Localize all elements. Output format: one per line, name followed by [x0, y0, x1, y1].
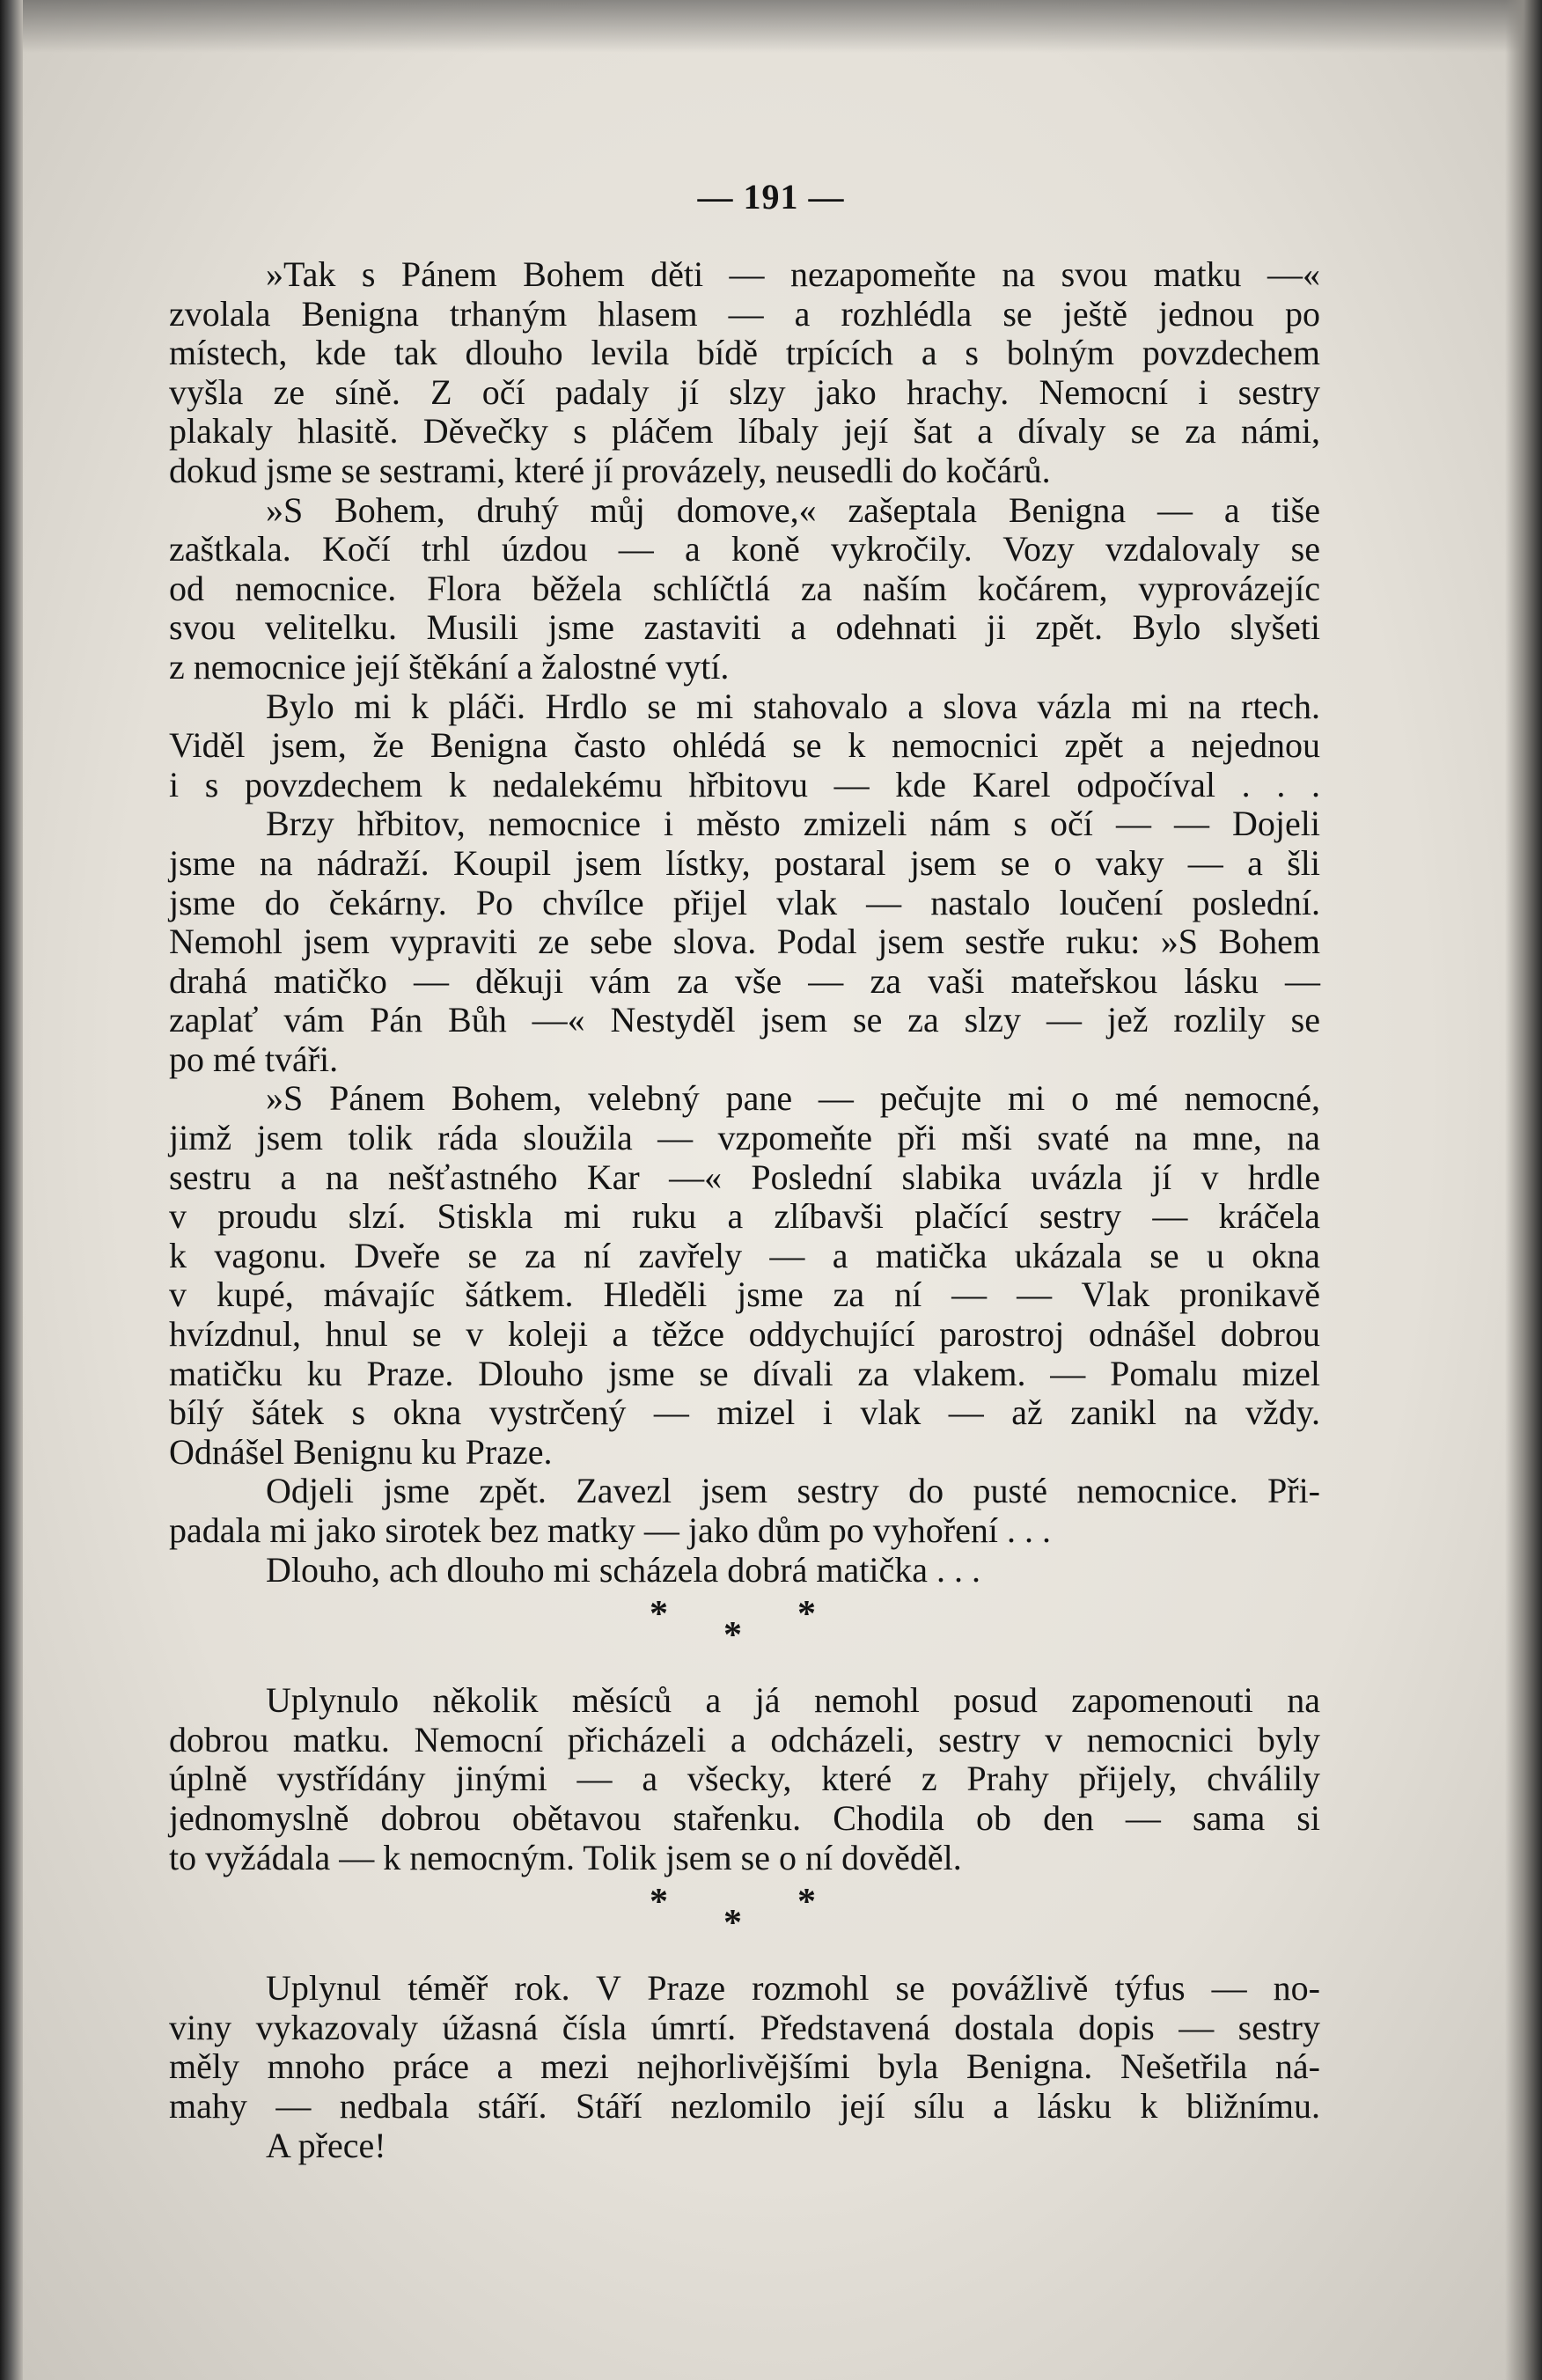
separator-asterisk: *	[797, 1594, 816, 1635]
separator-asterisk: *	[723, 1903, 742, 1944]
text-line: od nemocnice. Flora běžela schlíčtlá za naším kočárem, vyprovázejíc	[169, 568, 1320, 608]
text-line: Nemohl jsem vypraviti ze sebe slova. Podal jsem sestře ruku: »S Bohem	[169, 922, 1320, 962]
text-line: padala mi jako sirotek bez matky — jako dům po vyhoření . . .	[169, 1510, 1051, 1550]
text-line: to vyžádala — k nemocným. Tolik jsem se o ní dověděl.	[169, 1837, 962, 1877]
text-line: »S Pánem Bohem, velebný pane — pečujte mi o mé nemocné,	[266, 1078, 1320, 1119]
text-line: Dlouho, ach dlouho mi scházela dobrá matička . . .	[266, 1549, 980, 1590]
text-line: jednomyslně dobrou obětavou stařenku. Chodila ob den — sama si	[169, 1797, 1320, 1838]
text-line: jsme do čekárny. Po chvílce přijel vlak — nastalo loučení poslední.	[169, 882, 1320, 922]
text-line: po mé tváři.	[169, 1039, 339, 1079]
text-line: mahy — nedbala stáří. Stáří nezlomilo její sílu a lásku k bližnímu.	[169, 2085, 1320, 2126]
text-line: zaplať vám Pán Bůh —« Nestyděl jsem se za slzy — jež rozlily se	[169, 1000, 1320, 1040]
scan-edge-left	[0, 0, 23, 2380]
separator-asterisk: *	[650, 1882, 668, 1923]
text-line: měly mnoho práce a mezi nejhorlivějšími byla Benigna. Nešetřila ná-	[169, 2046, 1320, 2087]
text-line: Odnášel Benignu ku Praze.	[169, 1431, 553, 1472]
text-line: i s povzdechem k nedalekému hřbitovu — kde Karel odpočíval . . .	[169, 764, 1320, 804]
text-line: Bylo mi k pláči. Hrdlo se mi stahovalo a slova vázla mi na rtech.	[266, 686, 1320, 726]
separator-asterisk: *	[650, 1594, 668, 1635]
text-line: A přece!	[266, 2125, 386, 2165]
page-number: — 191 —	[697, 177, 845, 217]
text-line: Uplynulo několik měsíců a já nemohl posud zapomenouti na	[266, 1680, 1320, 1721]
text-line: jimž jsem tolik ráda sloužila — vzpomeňte při mši svaté na mne, na	[169, 1118, 1320, 1158]
text-line: »S Bohem, druhý můj domove,« zašeptala Benigna — a tiše	[266, 489, 1320, 530]
text-line: zaštkala. Kočí trhl úzdou — a koně vykročily. Vozy vzdalovaly se	[169, 529, 1320, 569]
text-line: sestru a na nešťastného Kar —« Poslední slabika uvázla jí v hrdle	[169, 1157, 1320, 1197]
text-line: drahá matičko — děkuji vám za vše — za vaši mateřskou lásku —	[169, 960, 1320, 1001]
text-line: z nemocnice její štěkání a žalostné vytí.	[169, 646, 730, 687]
section-separator	[169, 1877, 1320, 1969]
text-line: hvízdnul, hnul se v koleji a těžce oddychující parostroj odnášel dobrou	[169, 1314, 1320, 1355]
text-line: dobrou matku. Nemocní přicházeli a odcházeli, sestry v nemocnici byly	[169, 1719, 1320, 1759]
text-line: »Tak s Pánem Bohem děti — nezapomeňte na svou matku —«	[266, 254, 1320, 294]
text-line: Brzy hřbitov, nemocnice i město zmizeli nám s očí — — Dojeli	[266, 804, 1320, 844]
text-line: Odjeli jsme zpět. Zavezl jsem sestry do pusté nemocnice. Při-	[266, 1471, 1320, 1511]
text-line: Viděl jsem, že Benigna často ohlédá se k nemocnici zpět a nejednou	[169, 725, 1320, 766]
text-line: bílý šátek s okna vystrčený — mizel i vlak — až zanikl na vždy.	[169, 1392, 1320, 1433]
text-line: jsme na nádraží. Koupil jsem lístky, postaral jsem se o vaky — a šli	[169, 842, 1320, 883]
text-line: místech, kde tak dlouho levila bídě trpících a s bolným povzdechem	[169, 333, 1320, 373]
text-line: plakaly hlasitě. Děvečky s pláčem líbaly její šat a dívaly se za námi,	[169, 411, 1320, 452]
text-line: svou velitelku. Musili jsme zastaviti a odehnati ji zpět. Bylo slyšeti	[169, 607, 1320, 648]
scan-edge-top	[0, 0, 1542, 53]
text-line: dokud jsme se sestrami, které jí provázely, neusedli do kočárů.	[169, 450, 1051, 490]
text-line: viny vykazovaly úžasná čísla úmrtí. Představená dostala dopis — sestry	[169, 2007, 1320, 2047]
text-line: v proudu slzí. Stiskla mi ruku a zlíbavši plačící sestry — kráčela	[169, 1196, 1320, 1237]
text-line: v kupé, mávajíc šátkem. Hleděli jsme za ní — — Vlak pronikavě	[169, 1274, 1320, 1315]
text-line: vyšla ze síně. Z očí padaly jí slzy jako hrachy. Nemocní i sestry	[169, 371, 1320, 412]
text-line: zvolala Benigna trhaným hlasem — a rozhlédla se ještě jednou po	[169, 293, 1320, 334]
text-line: k vagonu. Dveře se za ní zavřely — a matička ukázala se u okna	[169, 1235, 1320, 1275]
text-line: úplně vystřídány jinými — a všecky, které z Prahy přijely, chválily	[169, 1759, 1320, 1799]
scan-edge-right	[1505, 0, 1542, 2380]
body-text	[169, 255, 1320, 2165]
separator-asterisk: *	[797, 1882, 816, 1923]
text-line: matičku ku Praze. Dlouho jsme se dívali za vlakem. — Pomalu mizel	[169, 1353, 1320, 1393]
separator-asterisk: *	[723, 1615, 742, 1656]
section-separator	[169, 1590, 1320, 1681]
text-line: Uplynul téměř rok. V Praze rozmohl se povážlivě týfus — no-	[266, 1968, 1320, 2009]
